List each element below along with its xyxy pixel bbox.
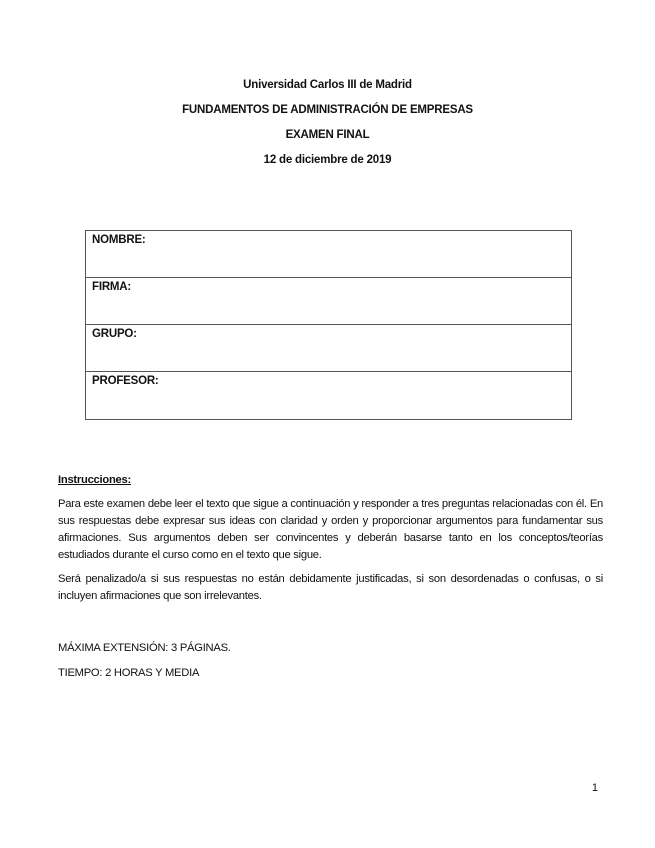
max-length-note: MÁXIMA EXTENSIÓN: 3 PÁGINAS. <box>58 642 231 654</box>
form-label-grupo: GRUPO: <box>92 328 137 340</box>
instructions-section <box>58 472 603 612</box>
course-title: FUNDAMENTOS DE ADMINISTRACIÓN DE EMPRESAS <box>182 104 473 116</box>
university-name: Universidad Carlos III de Madrid <box>243 79 412 91</box>
instructions-paragraph-2: Será penalizado/a si sus respuestas no están debidamente justificadas, si son desordenadas o confusas, o si incluyen afirmaciones que son irrelevantes. <box>58 573 603 602</box>
form-label-nombre: NOMBRE: <box>92 234 146 246</box>
document-header <box>0 78 655 178</box>
form-label-firma: FIRMA: <box>92 281 132 293</box>
form-label-profesor: PROFESOR: <box>92 375 159 387</box>
time-limit-note: TIEMPO: 2 HORAS Y MEDIA <box>58 667 200 679</box>
form-row-grupo[interactable] <box>86 325 571 372</box>
exam-date: 12 de diciembre de 2019 <box>263 154 392 166</box>
form-row-nombre[interactable] <box>86 231 571 278</box>
exam-title: EXAMEN FINAL <box>285 129 370 141</box>
instructions-title: Instrucciones: <box>58 474 131 486</box>
form-row-profesor[interactable] <box>86 372 571 419</box>
instructions-paragraph-1: Para este examen debe leer el texto que sigue a continuación y responder a tres preguntas relacionadas con él. En sus respuestas debe expresar sus ideas con claridad y orden y proporcionar argumentos para fundamentar sus afirmaciones. Sus argumentos deben ser convincentes y deberán basarse tanto en los conceptos/teorías estudiados durante el curso como en el texto que sigue. <box>58 498 603 561</box>
form-row-firma[interactable] <box>86 278 571 325</box>
student-info-table <box>85 230 572 420</box>
page-number: 1 <box>591 782 598 794</box>
